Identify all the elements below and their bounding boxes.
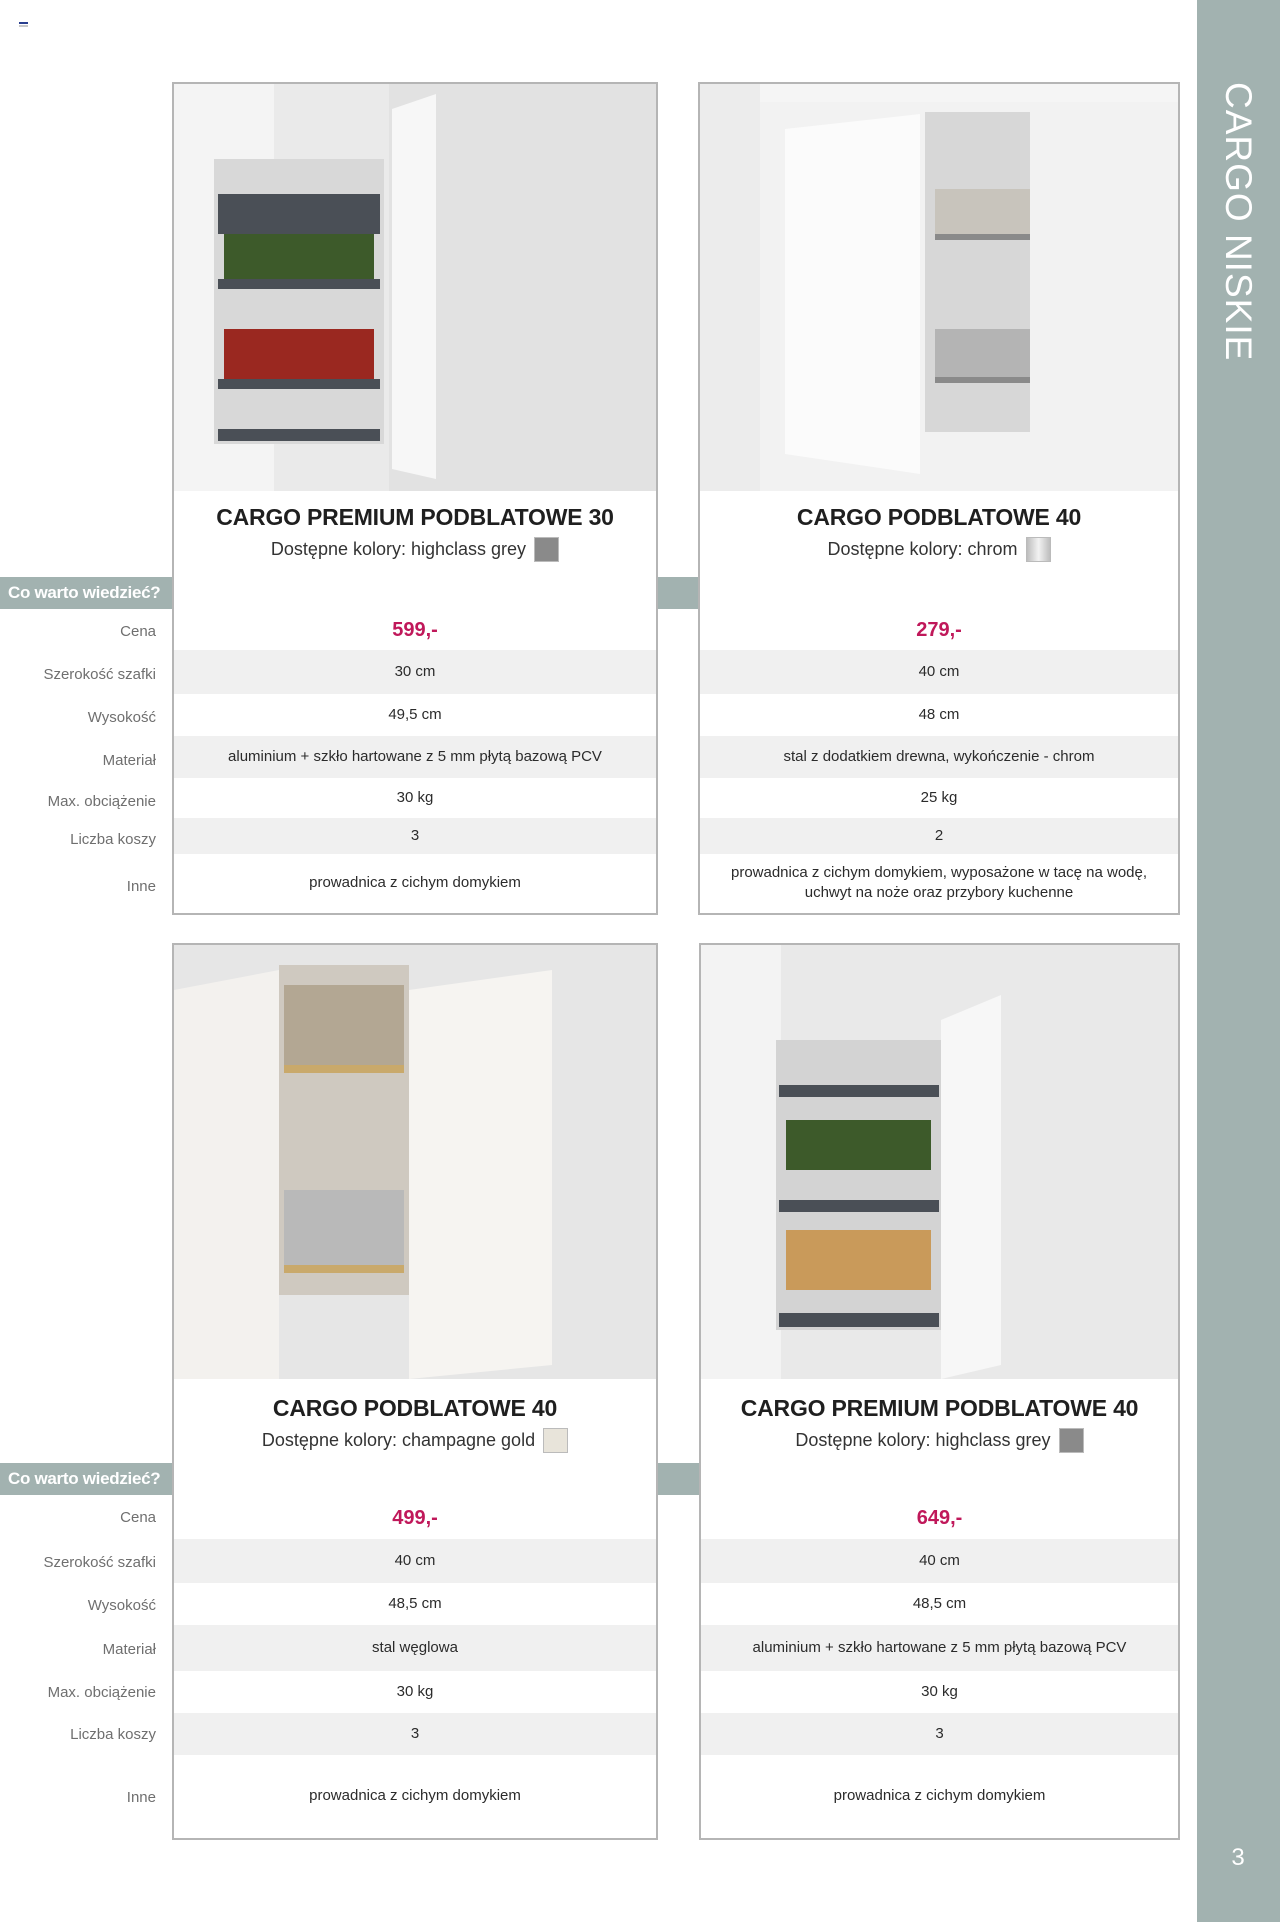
row-label-price: Cena: [120, 1509, 156, 1526]
available-colors: [174, 537, 656, 562]
height: 49,5 cm: [388, 705, 442, 723]
cargo-basket-image: [700, 84, 1178, 491]
row-label-width: Szerokość szafki: [43, 666, 156, 683]
material: aluminium + szkło hartowane z 5 mm płytą bazową PCV: [701, 1625, 1178, 1671]
product-name: CARGO PREMIUM PODBLATOWE 40: [740, 1395, 1139, 1421]
row-label-price: Cena: [120, 623, 156, 640]
cargo-basket-image: [701, 945, 1178, 1379]
available-colors-text: Dostępne kolory: chrom: [827, 539, 1018, 559]
height: 48,5 cm: [912, 1594, 967, 1612]
color-swatch: [534, 537, 559, 562]
height: 48 cm: [918, 705, 960, 723]
row-label-max-load: Max. obciążenie: [47, 793, 156, 810]
basket-count: 3: [701, 1713, 1178, 1755]
product-photo: [701, 945, 1178, 1379]
product-card: [698, 82, 1180, 915]
price: 649,-: [916, 1506, 963, 1529]
material: stal węglowa: [174, 1625, 656, 1671]
color-swatch: [543, 1428, 568, 1453]
material: aluminium + szkło hartowane z 5 mm płytą bazową PCV: [174, 736, 656, 778]
max-load: 25 kg: [920, 788, 958, 806]
row-label-other: Inne: [126, 1789, 156, 1806]
product-photo: [700, 84, 1178, 491]
product-name: CARGO PODBLATOWE 40: [796, 504, 1082, 530]
color-swatch: [1026, 537, 1051, 562]
other-info: prowadnica z cichym domykiem: [833, 1787, 1046, 1805]
row-label-height: Wysokość: [87, 1597, 156, 1614]
page-number: 3: [1231, 1844, 1245, 1871]
material: stal z dodatkiem drewna, wykończenie - chrom: [700, 736, 1178, 778]
price: 279,-: [916, 619, 962, 641]
product-photo: [174, 84, 656, 491]
available-colors-text: Dostępne kolory: highclass grey: [795, 1430, 1051, 1450]
height: 48,5 cm: [388, 1594, 442, 1612]
cargo-basket-image: [174, 945, 656, 1379]
basket-count: 2: [700, 818, 1178, 854]
product-card: [172, 82, 658, 915]
price: 499,-: [392, 1506, 438, 1529]
row-label-baskets: Liczba koszy: [70, 1726, 156, 1743]
row-label-max-load: Max. obciążenie: [47, 1684, 156, 1701]
row-label-width: Szerokość szafki: [43, 1554, 156, 1571]
cabinet-width: 40 cm: [700, 650, 1178, 694]
cargo-basket-image: [174, 84, 656, 491]
available-colors: [174, 1428, 656, 1453]
other-info: prowadnica z cichym domykiem: [309, 873, 521, 891]
available-colors: [701, 1428, 1178, 1453]
product-header: [700, 504, 1178, 562]
available-colors: [700, 537, 1178, 562]
row-label-other: Inne: [126, 878, 156, 895]
band-label: Co warto wiedzieć?: [8, 583, 161, 602]
available-colors-text: Dostępne kolory: highclass grey: [270, 539, 527, 559]
product-header: [174, 1395, 656, 1453]
row-label-material: Materiał: [102, 752, 156, 769]
basket-count: 3: [174, 1713, 656, 1755]
price: 599,-: [392, 619, 438, 641]
section-title: CARGO NISKIE: [1218, 82, 1259, 362]
max-load: 30 kg: [396, 1682, 434, 1700]
color-swatch: [1059, 1428, 1084, 1453]
other-info: prowadnica z cichym domykiem: [309, 1787, 521, 1805]
cabinet-width: 30 cm: [174, 650, 656, 694]
row-label-height: Wysokość: [87, 709, 156, 726]
max-load: 30 kg: [921, 1682, 958, 1700]
product-name: CARGO PREMIUM PODBLATOWE 30: [216, 504, 614, 530]
flag-icon: [19, 22, 28, 28]
product-name: CARGO PODBLATOWE 40: [272, 1395, 558, 1421]
product-header: [174, 504, 656, 562]
product-header: [701, 1395, 1178, 1453]
available-colors-text: Dostępne kolory: champagne gold: [261, 1430, 536, 1450]
other-info: prowadnica z cichym domykiem, wyposażone w tacę na wodę, uchwyt na noże oraz przybory kuchenne: [730, 863, 1148, 901]
cabinet-width: 40 cm: [701, 1539, 1178, 1583]
cabinet-width: 40 cm: [174, 1539, 656, 1583]
row-label-material: Materiał: [102, 1641, 156, 1658]
row-label-baskets: Liczba koszy: [70, 831, 156, 848]
band-label: Co warto wiedzieć?: [8, 1469, 161, 1488]
max-load: 30 kg: [396, 788, 434, 806]
basket-count: 3: [174, 818, 656, 854]
product-photo: [174, 945, 656, 1379]
product-card: [172, 943, 658, 1840]
product-card: [699, 943, 1180, 1840]
